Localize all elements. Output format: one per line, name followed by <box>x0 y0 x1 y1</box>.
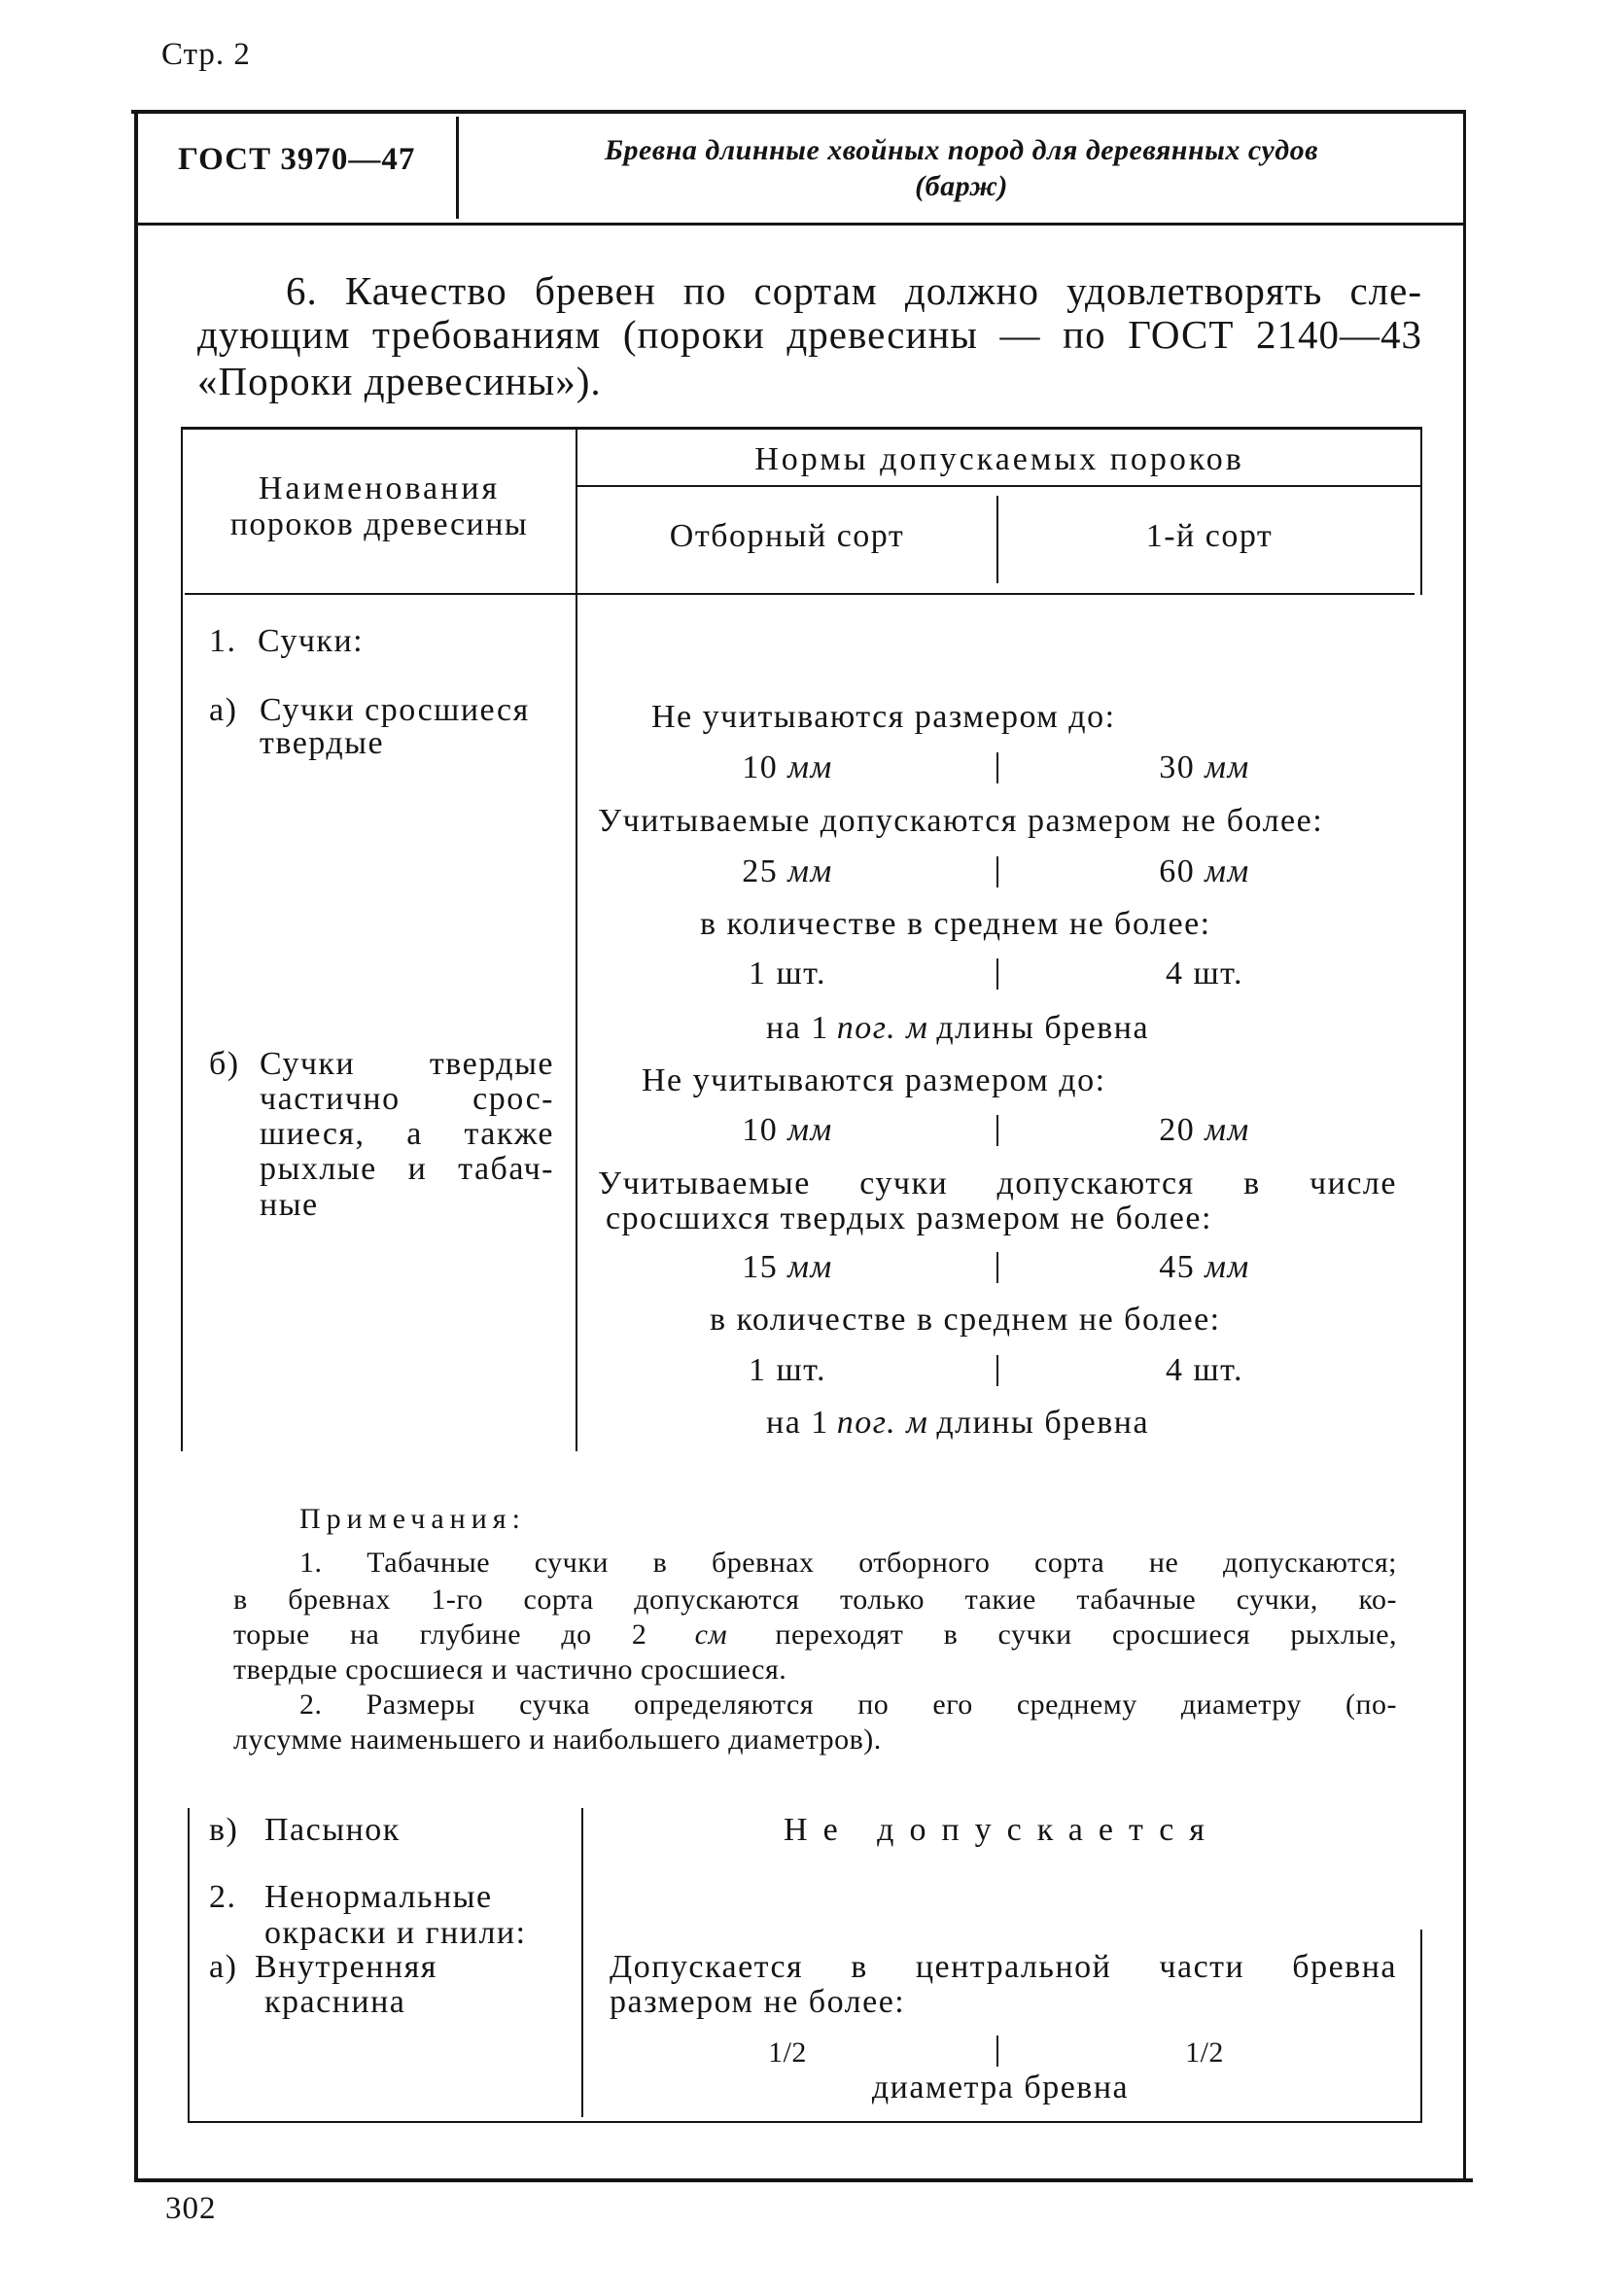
knots-b-not-counted: Не учитываются размером до: <box>642 1062 1106 1098</box>
lower-table-column-divider <box>581 1808 583 2117</box>
col-defects-heading-2: пороков древесины <box>229 506 529 542</box>
heartwood-norm-1: Допускается в центральной части бревна <box>610 1949 1397 1985</box>
note-text: переходят в сучки сросшиеся рыхлые, <box>775 1618 1398 1651</box>
value-separator <box>996 752 998 783</box>
value-separator <box>996 958 998 990</box>
knots-b-not-counted-select <box>671 1111 904 1151</box>
lower-table-left-border <box>188 1808 190 2122</box>
knots-b-counted-select <box>671 1248 904 1288</box>
unit: мм <box>1205 749 1250 785</box>
page-label: Стр. 2 <box>161 37 251 72</box>
value: 10 <box>742 1112 779 1148</box>
unit: мм <box>1205 853 1250 889</box>
value: 20 <box>1159 1112 1196 1148</box>
per-prefix: на 1 <box>766 1405 829 1441</box>
knots-b-name-3: шиеся, а также <box>260 1116 554 1152</box>
knots-title: Сучки: <box>258 623 365 659</box>
intro-line-1: 6. Качество бревен по сортам должно удовлетворять сле- <box>286 268 1422 313</box>
heartwood-norm-2: размером не более: <box>610 1984 906 2020</box>
table-column-divider <box>576 430 577 1451</box>
table-top-rule <box>181 427 1422 430</box>
knots-b-counted-1: Учитываемые сучки допускаются в числе <box>598 1165 1397 1201</box>
knots-a-per-length <box>766 1009 1149 1049</box>
page-bottom-rule <box>134 2178 1473 2182</box>
discoloration-title-2: окраски и гнили: <box>264 1915 527 1951</box>
offshoot-name: Пасынок <box>264 1812 401 1848</box>
knots-a-counted-first <box>1088 852 1321 892</box>
offshoot-norm: Не допускается <box>784 1812 1220 1848</box>
per-unit: пог. м <box>836 1010 929 1046</box>
knots-a-counted: Учитываемые допускаются размером не более: <box>598 803 1324 839</box>
knots-b-name-1: Сучки твердые <box>260 1046 554 1082</box>
knots-b-name-2: частично срос- <box>260 1081 554 1117</box>
knots-b-counted-first <box>1088 1248 1321 1288</box>
col-defects-heading-1: Наименования <box>258 470 501 506</box>
knots-a-name-1: Сучки сросшиеся <box>260 692 530 728</box>
page-frame-left <box>134 112 138 2182</box>
unit: мм <box>1205 1112 1250 1148</box>
value: 60 <box>1159 853 1196 889</box>
unit: мм <box>787 853 833 889</box>
knots-a-quantity-first: 4 шт. <box>1166 956 1243 991</box>
note-text: торые на глубине до 2 <box>233 1618 647 1651</box>
col-grade-first-heading: 1-й сорт <box>1145 518 1274 554</box>
heartwood-limit-first: 1/2 <box>1185 2036 1224 2069</box>
heartwood-limit-select: 1/2 <box>768 2036 807 2069</box>
value: 30 <box>1159 749 1196 785</box>
page-header-top-rule <box>131 110 1466 114</box>
page-number: 302 <box>165 2191 217 2226</box>
value: 10 <box>742 749 779 785</box>
unit: мм <box>787 1249 833 1285</box>
unit: мм <box>787 1112 833 1148</box>
knots-a-not-counted-first <box>1088 748 1321 788</box>
col-grade-select-heading: Отборный сорт <box>669 518 905 554</box>
table-header-bottom-rule <box>185 593 1415 595</box>
note-2-line-2: лусумме наименьшего и наибольшего диаметров). <box>233 1723 882 1756</box>
knots-b-quantity: в количестве в среднем не более: <box>710 1302 1221 1338</box>
knots-b-name-5: ные <box>260 1187 319 1223</box>
discoloration-number: 2. <box>209 1879 237 1915</box>
unit: мм <box>787 749 833 785</box>
knots-a-quantity-select: 1 шт. <box>749 956 826 991</box>
value: 15 <box>742 1249 779 1285</box>
intro-line-3: «Пороки древесины»). <box>197 359 602 403</box>
value-separator <box>996 2035 998 2067</box>
standard-title-line1: Бревна длинные хвойных пород для деревянных судов <box>604 134 1319 166</box>
knots-b-marker: б) <box>209 1046 240 1082</box>
knots-a-name-2: твердые <box>260 725 385 761</box>
page-frame-right <box>1463 112 1466 2182</box>
value: 25 <box>742 853 779 889</box>
notes-title: Примечания: <box>299 1503 526 1535</box>
note-1-line-3 <box>233 1618 1397 1652</box>
per-suffix: длины бревна <box>936 1405 1150 1441</box>
value-separator <box>996 1355 998 1386</box>
note-1-line-4: твердые сросшиеся и частично сросшиеся. <box>233 1653 787 1686</box>
knots-a-marker: а) <box>209 692 238 728</box>
value: 45 <box>1159 1249 1196 1285</box>
offshoot-marker: в) <box>209 1812 239 1848</box>
standard-title-line2: (барж) <box>915 170 1008 202</box>
norms-underline <box>577 485 1421 487</box>
header-bottom-rule <box>136 223 1466 226</box>
lower-table-bottom-rule <box>188 2121 1422 2123</box>
col-norms-heading: Нормы допускаемых пороков <box>754 441 1244 477</box>
per-suffix: длины бревна <box>936 1010 1150 1046</box>
heartwood-limit-caption: диаметра бревна <box>871 2070 1130 2105</box>
intro-line-2: дующим требованиям (пороки древесины — по ГОСТ 2140—43 <box>197 312 1422 357</box>
note-2-line-1: 2. Размеры сучка определяются по его среднему диаметру (по- <box>299 1688 1397 1721</box>
value-separator <box>996 1115 998 1146</box>
heartwood-name-1: Внутренняя <box>255 1949 437 1985</box>
knots-number: 1. <box>209 623 237 659</box>
table-left-border <box>181 428 183 1451</box>
knots-a-not-counted-select <box>671 748 904 788</box>
note-1-line-1: 1. Табачные сучки в бревнах отборного сорта не допускаются; <box>299 1547 1397 1579</box>
knots-b-quantity-first: 4 шт. <box>1166 1352 1243 1388</box>
discoloration-title-1: Ненормальные <box>264 1879 493 1915</box>
value-separator <box>996 1252 998 1283</box>
knots-a-not-counted: Не учитываются размером до: <box>651 699 1116 735</box>
note-1-line-2: в бревнах 1-го сорта допускаются только такие табачные сучки, ко- <box>233 1583 1397 1616</box>
knots-a-quantity: в количестве в среднем не более: <box>700 906 1211 942</box>
knots-b-counted-2: сросшихся твердых размером не более: <box>606 1200 1212 1236</box>
lower-table-right-border <box>1420 1930 1422 2123</box>
unit: мм <box>1205 1249 1250 1285</box>
heartwood-marker: а) <box>209 1949 238 1985</box>
value-separator <box>996 856 998 887</box>
per-prefix: на 1 <box>766 1010 829 1046</box>
knots-b-quantity-select: 1 шт. <box>749 1352 826 1388</box>
per-unit: пог. м <box>836 1405 929 1441</box>
knots-b-not-counted-first <box>1088 1111 1321 1151</box>
heartwood-name-2: краснина <box>264 1984 406 2020</box>
knots-b-per-length <box>766 1404 1149 1444</box>
standard-number: ГОСТ 3970—47 <box>178 142 416 177</box>
knots-a-counted-select <box>671 852 904 892</box>
knots-b-name-4: рыхлые и табач- <box>260 1151 554 1187</box>
note-unit: см <box>694 1618 728 1651</box>
